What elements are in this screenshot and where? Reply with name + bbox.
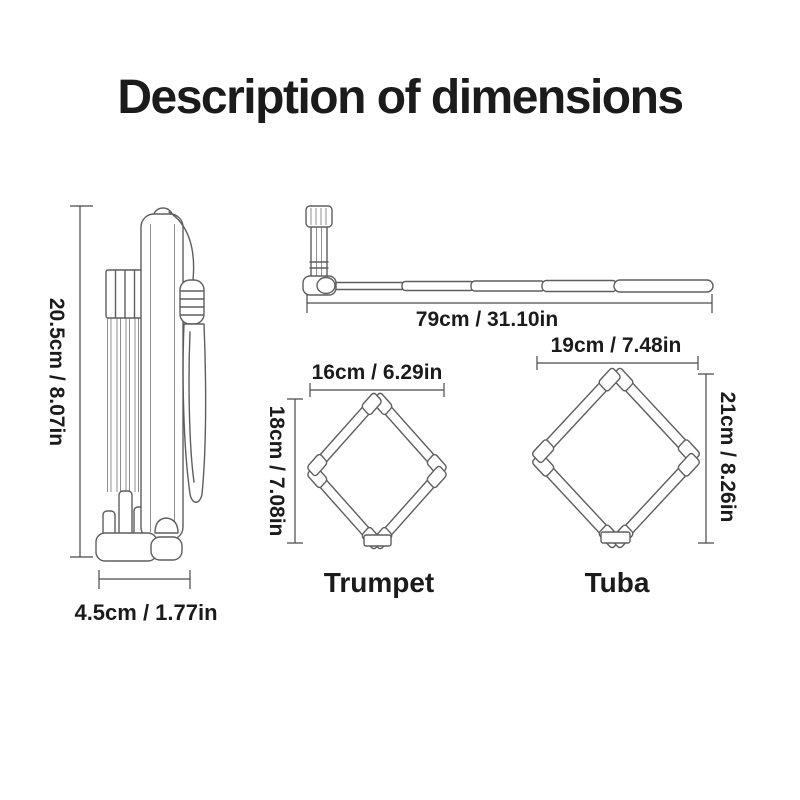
tuba-height-label: 21cm / 8.26in <box>716 391 739 523</box>
handle-cap <box>306 206 332 227</box>
tuba-foot <box>601 532 630 543</box>
base <box>96 533 157 561</box>
trumpet-height-dimension-line <box>287 399 303 543</box>
tuba-width-dimension <box>537 334 698 370</box>
base-foot <box>151 537 182 560</box>
folded-product-drawing <box>96 208 206 561</box>
rod-length-dimension <box>307 294 712 331</box>
tuba-name-label: Tuba <box>584 567 650 598</box>
clip-grip <box>180 280 204 324</box>
trumpet-width-label: 16cm / 6.29in <box>311 361 443 384</box>
extended-product-drawing <box>303 206 713 295</box>
folded-height-dimension-line <box>70 206 93 557</box>
trumpet-foot <box>364 535 391 546</box>
trumpet-diamond-drawing <box>303 388 450 553</box>
folded-height-label: 20.5cm / 8.07in <box>45 297 68 447</box>
folded-width-dimension <box>74 570 217 625</box>
tuba-diamond-drawing <box>528 363 705 553</box>
tuba-width-dimension-line <box>537 356 698 370</box>
trumpet-name-label: Trumpet <box>323 567 435 598</box>
page-title: Description of dimensions <box>117 71 683 124</box>
rod-end-segment <box>614 280 713 292</box>
rod-length-label: 79cm / 31.10in <box>415 308 559 331</box>
handle-shaft <box>311 226 327 277</box>
tuba-height-dimension <box>698 374 739 543</box>
tuba-height-dimension-line <box>698 374 714 543</box>
trumpet-height-dimension <box>265 399 303 543</box>
main-tube <box>141 214 183 540</box>
folded-height-dimension <box>45 206 93 557</box>
folded-width-dimension-line <box>99 570 190 589</box>
tuba-width-label: 19cm / 7.48in <box>550 334 682 357</box>
trumpet-width-dimension <box>310 361 444 397</box>
trumpet-height-label: 18cm / 7.08in <box>265 405 288 537</box>
clip-loop <box>183 324 206 502</box>
folded-width-label: 4.5cm / 1.77in <box>74 600 218 625</box>
